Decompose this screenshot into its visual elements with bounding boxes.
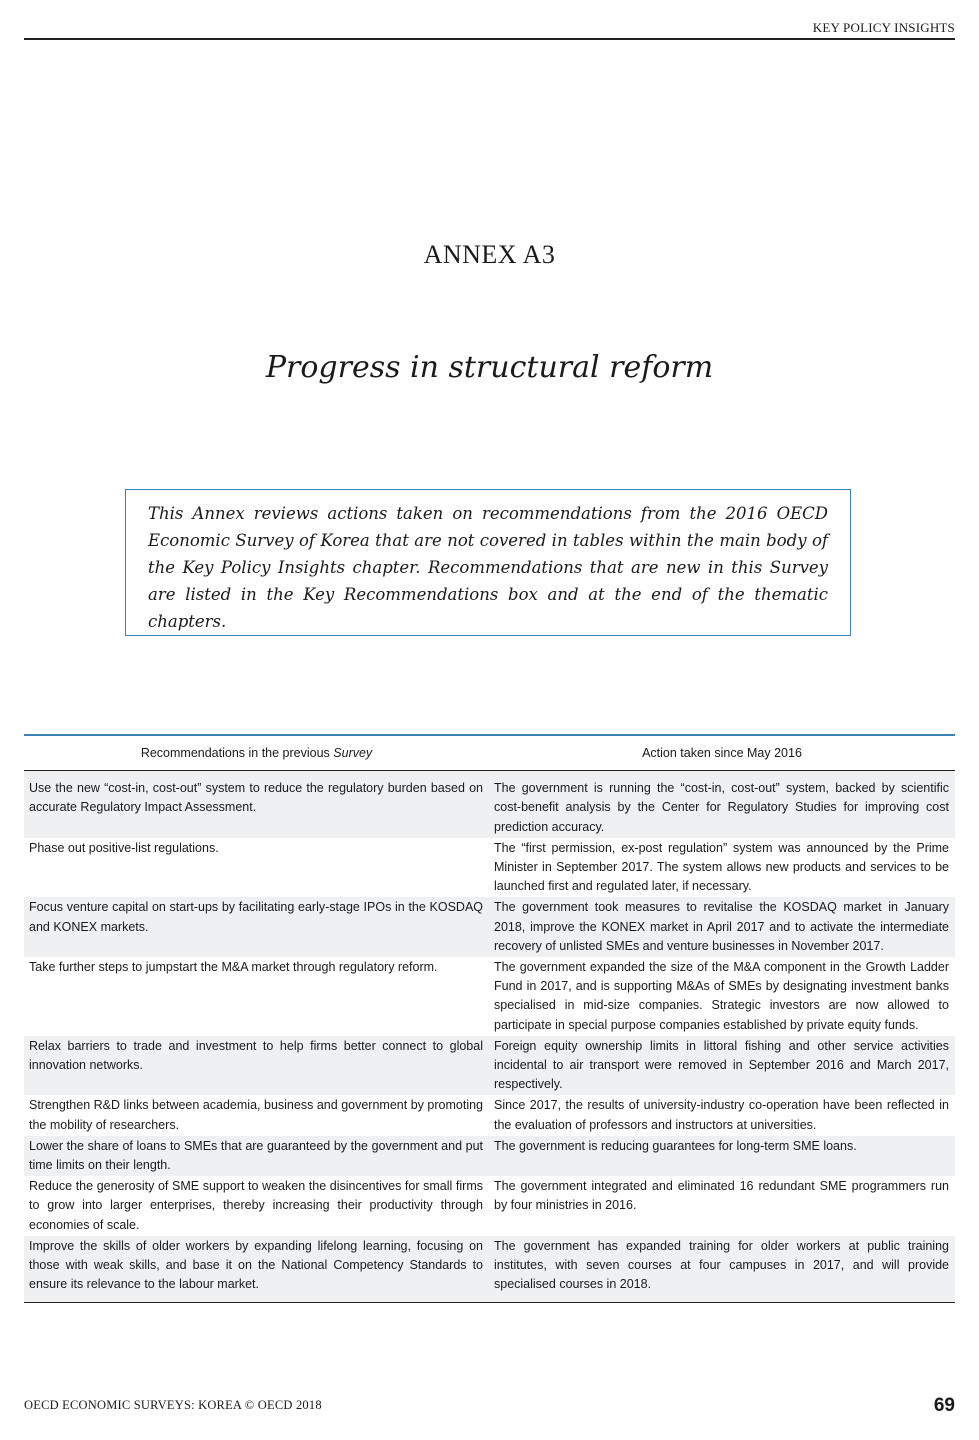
action-cell: The government is running the “cost-in, cost-out” system, backed by scientific cost-benefit analysis by the Center for Regulatory Studies for improving cost prediction accuracy.	[489, 771, 955, 838]
recommendation-cell: Improve the skills of older workers by expanding lifelong learning, focusing on those with weak skills, and base it on the National Competency Standards to ensure its relevance to the labour market.	[24, 1236, 489, 1303]
table-row	[24, 1136, 955, 1176]
recommendation-cell: Focus venture capital on start-ups by facilitating early-stage IPOs in the KOSDAQ and KONEX markets.	[24, 897, 489, 957]
column-header-action: Action taken since May 2016	[489, 735, 955, 771]
table-row	[24, 771, 955, 838]
recommendation-cell: Strengthen R&D links between academia, business and government by promoting the mobility of researchers.	[29, 1098, 483, 1132]
chapter-title: Progress in structural reform	[265, 350, 714, 385]
action-cell: The government has expanded training for older workers at public training institutes, with seven courses at four campuses in 2017, and will provide specialised courses in 2018.	[489, 1236, 955, 1303]
table-row	[24, 1036, 955, 1096]
table-row	[24, 1095, 955, 1135]
column-header-survey-italic: Survey	[333, 746, 373, 760]
recommendation-cell: Take further steps to jumpstart the M&A market through regulatory reform.	[29, 960, 438, 975]
recommendation-cell: Reduce the generosity of SME support to weaken the disincentives for small firms to grow into larger enterprises, thereby increasing their productivity through economies of scale.	[29, 1179, 483, 1232]
recommendation-cell: Phase out positive-list regulations.	[29, 840, 219, 855]
table-row	[24, 1236, 955, 1303]
action-cell: The government integrated and eliminated 16 redundant SME programmers run by four ministries in 2016.	[494, 1179, 949, 1213]
recommendation-cell: Relax barriers to trade and investment to help firms better connect to global innovation networks.	[24, 1036, 489, 1096]
recommendation-cell: Use the new “cost-in, cost-out” system to reduce the regulatory burden based on accurate Regulatory Impact Assessment.	[24, 771, 489, 838]
column-header-recommendations	[24, 735, 489, 771]
recommendation-cell: Lower the share of loans to SMEs that are guaranteed by the government and put time limits on their length.	[24, 1136, 489, 1176]
action-cell: The government is reducing guarantees for long-term SME loans.	[489, 1136, 955, 1176]
page-number: 69	[933, 1395, 955, 1416]
running-head: KEY POLICY INSIGHTS	[812, 20, 955, 35]
header-rule	[24, 38, 955, 40]
table-row	[24, 957, 955, 1036]
reform-table	[24, 734, 955, 1303]
table-row	[24, 1176, 955, 1236]
annex-label: ANNEX A3	[423, 240, 556, 269]
action-cell: The “first permission, ex-post regulation” system was announced by the Prime Minister in September 2017. The system allows new products and services to be launched first and regulated later, if necessary.	[494, 840, 949, 894]
action-cell: Foreign equity ownership limits in littoral fishing and other service activities incidental to air transport were removed in September 2016 and March 2017, respectively.	[489, 1036, 955, 1096]
table-header-row	[24, 735, 955, 771]
intro-box	[125, 489, 851, 636]
table-row	[24, 838, 955, 898]
footer-publication: OECD ECONOMIC SURVEYS: KOREA © OECD 2018	[24, 1398, 322, 1412]
intro-text: This Annex reviews actions taken on recommendations from the 2016 OECD Economic Survey of Korea that are not covered in tables within the main body of the Key Policy Insights chapter. Recommendations that are new in this Survey are listed in the Key Recommendations box and at the end of the thematic chapters.	[148, 504, 828, 631]
action-cell: The government expanded the size of the M&A component in the Growth Ladder Fund in 2017, and is supporting M&As of SMEs by designating investment banks specialised in mid-size companies. Strategic investors are now allowed to participate in special purpose companies established by private equity funds.	[494, 960, 949, 1032]
column-header-recommendations-text: Recommendations in the previous	[140, 746, 334, 760]
action-cell: The government took measures to revitalise the KOSDAQ market in January 2018, improve the KONEX market in April 2017 and to activate the intermediate recovery of unlisted SMEs and venture businesses in November 2017.	[489, 897, 955, 957]
table-row	[24, 897, 955, 957]
action-cell: Since 2017, the results of university-industry co-operation have been reflected in the evaluation of professors and instructors at universities.	[494, 1098, 949, 1132]
